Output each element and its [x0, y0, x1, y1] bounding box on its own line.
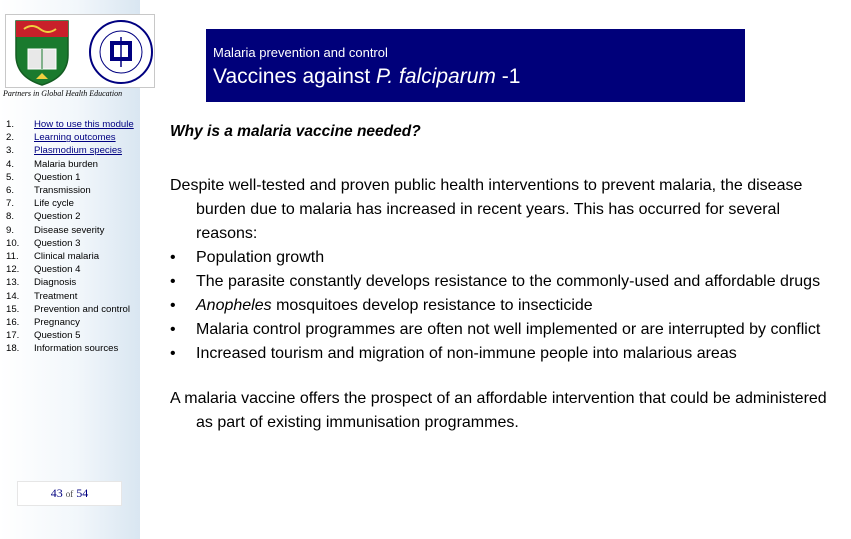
slide-title-suffix: -1	[495, 65, 521, 88]
nav-item[interactable]	[6, 276, 140, 289]
nav-item-link[interactable]: Question 2	[34, 211, 81, 223]
nav-item-link[interactable]: Learning outcomes	[34, 132, 116, 144]
slide-body	[170, 120, 840, 435]
module-navigation	[6, 118, 140, 356]
slide-subtitle: Malaria prevention and control	[213, 45, 388, 60]
closing-paragraph: A malaria vaccine offers the prospect of an affordable intervention that could be administered as part of existing immunisation programmes.	[170, 390, 827, 431]
college-of-medicine-seal-icon	[88, 17, 154, 87]
reason-item	[170, 294, 840, 318]
nav-item[interactable]	[6, 131, 140, 144]
nav-item-link[interactable]: Life cycle	[34, 198, 74, 210]
nav-item-number: 17.	[6, 330, 20, 342]
nav-item-link[interactable]: Question 3	[34, 237, 81, 249]
nav-item-link[interactable]: Plasmodium species	[34, 145, 122, 157]
nav-item[interactable]	[6, 237, 140, 250]
section-question: Why is a malaria vaccine needed?	[170, 123, 421, 140]
nav-item[interactable]	[6, 329, 140, 342]
nav-item-number: 15.	[6, 303, 20, 315]
nav-item-number: 16.	[6, 317, 20, 329]
reason-text	[196, 246, 324, 270]
logo-area	[5, 14, 155, 88]
nav-item[interactable]	[6, 290, 140, 303]
nav-item-number: 7.	[6, 198, 15, 210]
logo-tagline: Partners in Global Health Education	[3, 89, 123, 98]
reason-text-body: The parasite constantly develops resistance to the commonly-used and affordable drugs	[196, 273, 821, 290]
bullet-marker: •	[170, 273, 176, 290]
reason-text	[196, 270, 820, 294]
nav-item-link[interactable]: Information sources	[34, 343, 119, 355]
page-counter	[17, 481, 122, 506]
nav-item-number: 10.	[6, 237, 20, 249]
nav-item-number: 6.	[6, 185, 15, 197]
reason-text	[196, 342, 737, 366]
slide-header	[206, 29, 745, 102]
nav-item[interactable]	[6, 144, 140, 157]
nav-item-number: 9.	[6, 224, 15, 236]
nav-item-number: 4.	[6, 158, 15, 170]
nav-item[interactable]	[6, 263, 140, 276]
nav-item-number: 13.	[6, 277, 20, 289]
reason-item	[170, 246, 840, 270]
nav-item-link[interactable]: Question 5	[34, 330, 81, 342]
reason-text-body: mosquitoes develop resistance to insecticide	[271, 297, 593, 314]
reason-text-body: Malaria control programmes are often not well implemented or are interrupted by conflict	[196, 321, 821, 338]
nav-item-number: 14.	[6, 290, 20, 302]
nav-item[interactable]	[6, 250, 140, 263]
nav-item-link[interactable]: Malaria burden	[34, 158, 98, 170]
nav-item-number: 2.	[6, 132, 15, 144]
nav-item[interactable]	[6, 184, 140, 197]
nav-item-link[interactable]: Transmission	[34, 185, 91, 197]
slide-title-prefix: Vaccines against	[213, 65, 377, 88]
bullet-marker: •	[170, 249, 176, 266]
nav-item-number: 18.	[6, 343, 20, 355]
reason-item	[170, 318, 840, 342]
reason-item	[170, 270, 840, 294]
nav-item-link[interactable]: Pregnancy	[34, 317, 80, 329]
nav-item-number: 5.	[6, 171, 15, 183]
nav-item[interactable]	[6, 303, 140, 316]
nav-item[interactable]	[6, 158, 140, 171]
nav-item[interactable]	[6, 342, 140, 355]
total-pages: 54	[76, 486, 89, 500]
nav-item-link[interactable]: Question 4	[34, 264, 81, 276]
page-of-label: of	[65, 489, 74, 499]
nav-item[interactable]	[6, 171, 140, 184]
current-page: 43	[50, 486, 63, 500]
nav-item-link[interactable]: Treatment	[34, 290, 78, 302]
nav-item[interactable]	[6, 197, 140, 210]
nav-item[interactable]	[6, 316, 140, 329]
reason-text	[196, 294, 593, 318]
bullet-marker: •	[170, 345, 176, 362]
reason-text-body: Population growth	[196, 249, 325, 266]
nav-item-link[interactable]: Diagnosis	[34, 277, 77, 289]
nav-item-link[interactable]: Prevention and control	[34, 303, 130, 315]
bullet-marker: •	[170, 321, 176, 338]
nav-item[interactable]	[6, 118, 140, 131]
bullet-marker: •	[170, 297, 176, 314]
nav-item-link[interactable]: Clinical malaria	[34, 251, 100, 263]
reason-text-body: Increased tourism and migration of non-immune people into malarious areas	[196, 345, 737, 362]
nav-item-number: 12.	[6, 264, 20, 276]
intro-paragraph: Despite well-tested and proven public health interventions to prevent malaria, the disease burden due to malaria has increased in recent years. This has occurred for several reasons:	[170, 177, 803, 242]
reason-item	[170, 342, 840, 366]
slide-title-species: P. falciparum	[376, 65, 496, 88]
nav-item[interactable]	[6, 210, 140, 223]
reason-italic: Anopheles	[196, 297, 272, 314]
reasons-list	[170, 246, 840, 366]
nav-item-number: 8.	[6, 211, 15, 223]
reason-text	[196, 318, 820, 342]
nav-item-link[interactable]: How to use this module	[34, 119, 134, 130]
nav-item-link[interactable]: Disease severity	[34, 224, 105, 236]
nav-item-number: 11.	[6, 251, 19, 263]
nav-item-number: 1.	[6, 119, 15, 130]
nav-item[interactable]	[6, 224, 140, 237]
nav-item-number: 3.	[6, 145, 15, 157]
slide-title	[213, 65, 745, 89]
nav-item-link[interactable]: Question 1	[34, 171, 81, 183]
